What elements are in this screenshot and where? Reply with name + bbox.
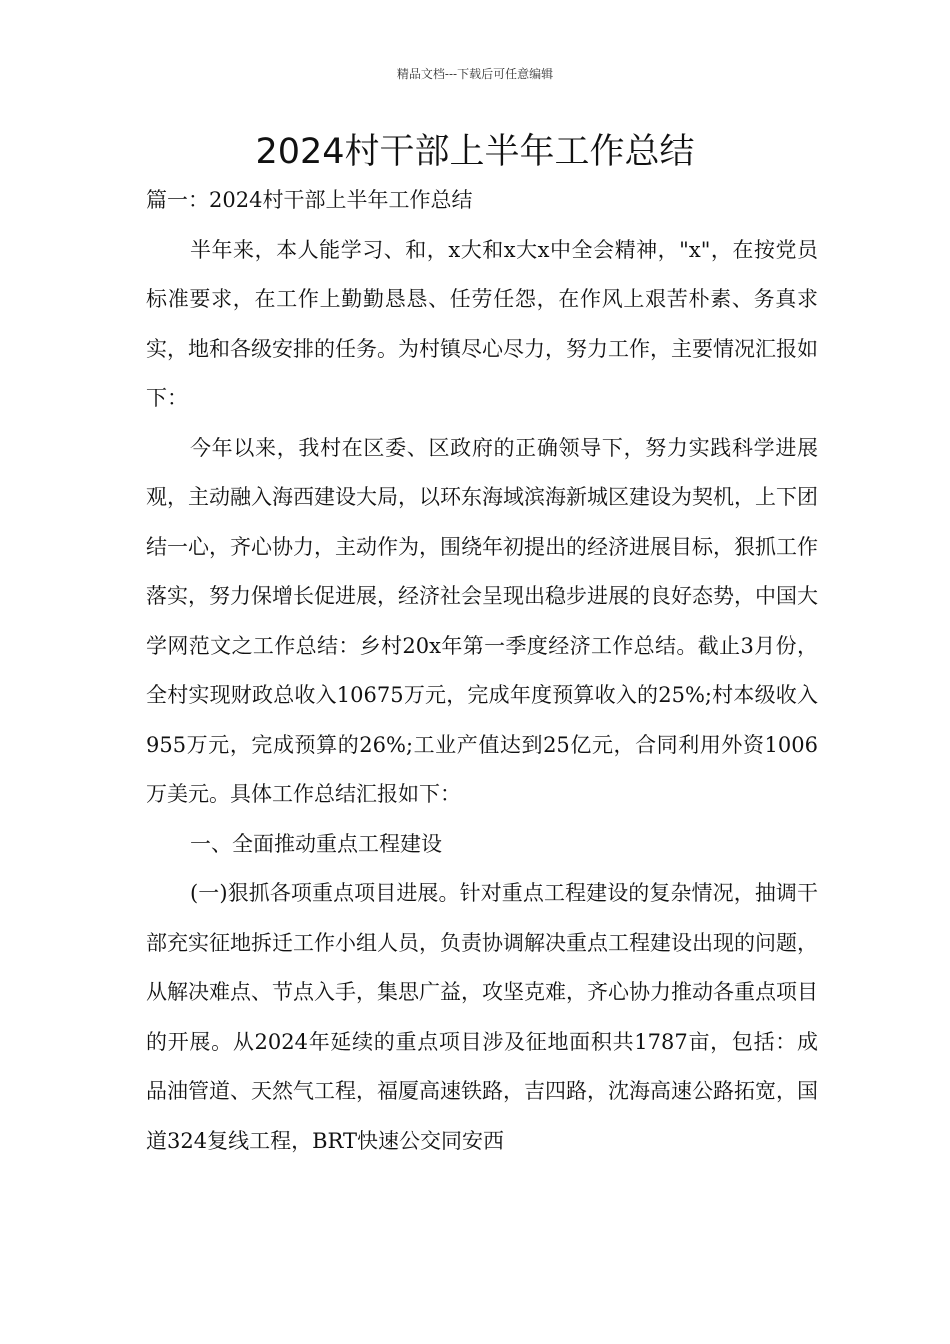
body-paragraph: 半年来，本人能学习、和，x大和x大x中全会精神，"x"，在按党员标准要求，在工作上勤勤恳恳、任劳任怨，在作风上艰苦朴素、务真求实，地和各级安排的任务。为村镇尽心尽力，努力工作，主要情况汇报如下：: [146, 237, 818, 410]
document-title: 2024村干部上半年工作总结: [255, 132, 695, 172]
subsection-heading: 一、全面推动重点工程建设: [190, 831, 442, 856]
body-paragraph: (一)狠抓各项重点项目进展。针对重点工程建设的复杂情况，抽调干部充实征地拆迁工作小组人员，负责协调解决重点工程建设出现的问题，从解决难点、节点入手，集思广益，攻坚克难，齐心协力推动各重点项目的开展。从2024年延续的重点项目涉及征地面积共1787亩，包括：成品油管道、天然气工程，福厦高速铁路，吉四路，沈海高速公路拓宽，国道324复线工程，BRT快速公交同安西: [146, 881, 818, 1153]
body-paragraph: 今年以来，我村在区委、区政府的正确领导下，努力实践科学进展观，主动融入海西建设大局，以环东海域滨海新城区建设为契机，上下团结一心，齐心协力，主动作为，围绕年初提出的经济进展目标，狠抓工作落实，努力保增长促进展，经济社会呈现出稳步进展的良好态势，中国大学网范文之工作总结：乡村20x年第一季度经济工作总结。截止3月份，全村实现财政总收入10675万元，完成年度预算收入的25%;村本级收入955万元，完成预算的26%;工业产值达到25亿元，合同利用外资1006万美元。具体工作总结汇报如下：: [146, 435, 818, 806]
section-heading: 篇一：2024村干部上半年工作总结: [146, 188, 473, 212]
document-body: [146, 176, 818, 1166]
header-note: 精品文档---下载后可任意编辑: [396, 67, 554, 81]
